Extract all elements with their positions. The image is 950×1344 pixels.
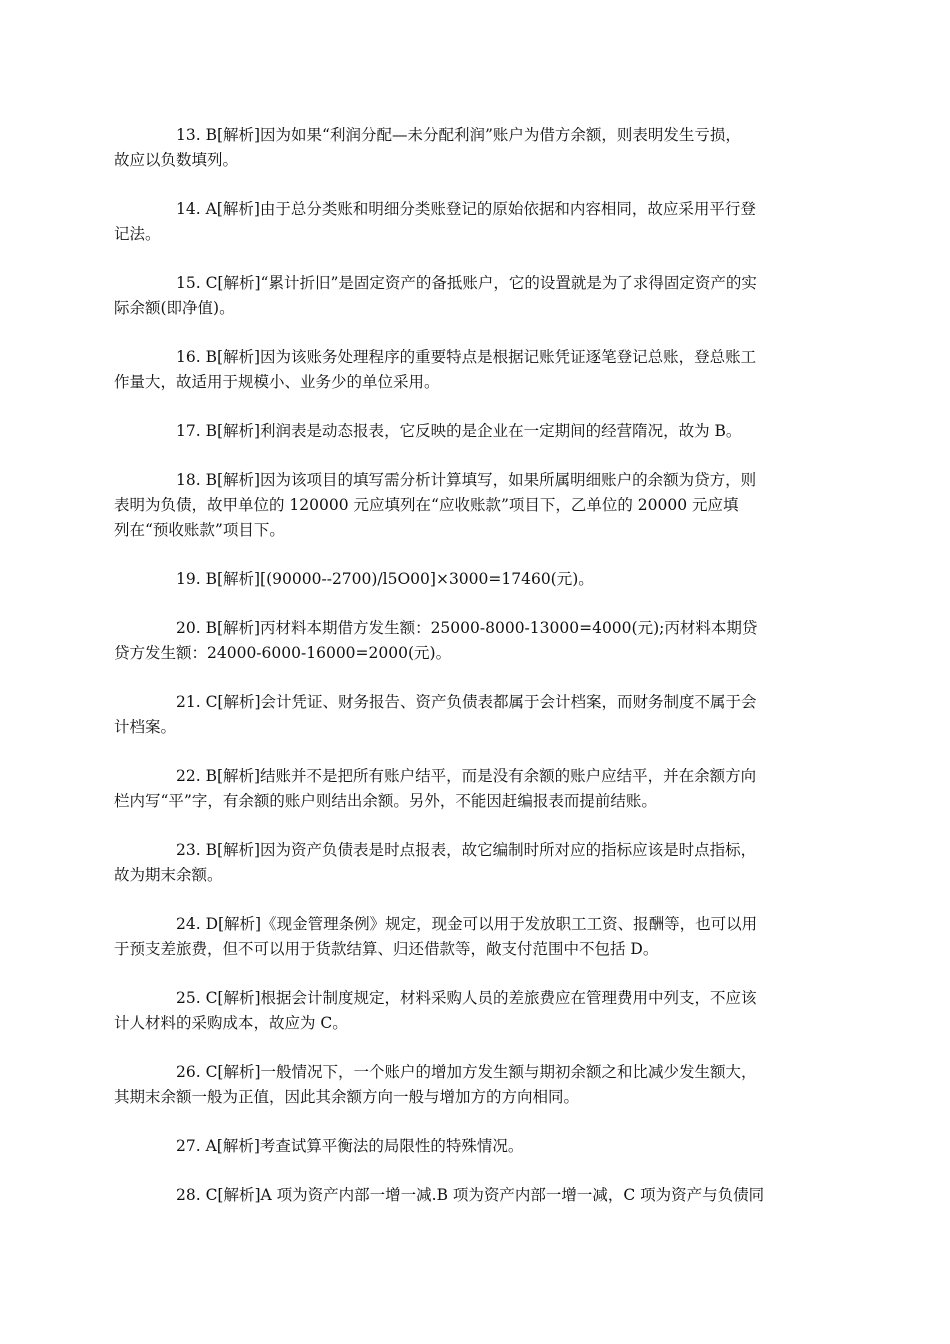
paragraph-line: 21. C[解析]会计凭证、财务报告、资产负债表都属于会计档案，而财务制度不属于会 — [176, 693, 757, 711]
paragraph-line: 16. B[解析]因为该账务处理程序的重要特点是根据记账凭证逐笔登记总账，登总账工 — [176, 348, 757, 366]
paragraph-line: 列在“预收账款”项目下。 — [114, 521, 285, 539]
paragraph-line: 18. B[解析]因为该项目的填写需分析计算填写，如果所属明细账户的余额为贷方，则 — [176, 471, 757, 489]
paragraph-line: 27. A[解析]考查试算平衡法的局限性的特殊情况。 — [176, 1137, 524, 1155]
answer-paragraph — [114, 468, 810, 543]
answer-paragraph — [114, 764, 810, 814]
answer-paragraph — [145, 567, 810, 592]
paragraph-line: 24. D[解析]《现金管理条例》规定，现金可以用于发放职工工资、报酬等，也可以用 — [176, 915, 758, 933]
paragraph-line: 贷方发生额：24000-6000-16000=2000(元)。 — [114, 644, 452, 662]
answer-paragraph — [114, 197, 810, 247]
answer-paragraph — [145, 419, 810, 444]
paragraph-line: 其期末余额一般为正值，因此其余额方向一般与增加方的方向相同。 — [114, 1088, 580, 1106]
answer-paragraph — [114, 271, 810, 321]
answer-paragraph — [114, 986, 810, 1036]
paragraph-line: 于预支差旅费，但不可以用于货款结算、归还借款等，敞支付范围中不包括 D。 — [114, 940, 659, 958]
answer-paragraph — [114, 690, 810, 740]
paragraph-line: 22. B[解析]结账并不是把所有账户结平，而是没有余额的账户应结平，并在余额方向 — [176, 767, 757, 785]
paragraph-line: 14. A[解析]由于总分类账和明细分类账登记的原始依据和内容相同，故应采用平行登 — [176, 200, 756, 218]
paragraph-line: 作量大，故适用于规模小、业务少的单位采用。 — [114, 373, 440, 391]
answer-paragraph — [114, 123, 810, 173]
paragraph-line: 计档案。 — [114, 718, 177, 736]
paragraph-line: 15. C[解析]“累计折旧”是固定资产的备抵账户，它的设置就是为了求得固定资产的实 — [176, 274, 757, 292]
paragraph-line: 记法。 — [114, 225, 161, 243]
paragraph-line: 19. B[解析][(90000--2700)/l5O00]×3000=17460(元)。 — [176, 570, 594, 588]
answer-paragraph — [114, 1060, 810, 1110]
answer-paragraph — [145, 1183, 810, 1208]
paragraph-line: 28. C[解析]A 项为资产内部一增一减.B 项为资产内部一增一减，C 项为资产与负债同 — [176, 1186, 765, 1204]
paragraph-line: 故应以负数填列。 — [114, 151, 239, 169]
paragraph-line: 23. B[解析]因为资产负债表是时点报表，故它编制时所对应的指标应该是时点指标， — [176, 841, 757, 859]
answer-paragraph — [114, 616, 810, 666]
paragraph-line: 20. B[解析]丙材料本期借方发生额：25000-8000-13000=4000(元);丙材料本期贷 — [176, 619, 758, 637]
paragraph-line: 计人材料的采购成本，故应为 C。 — [114, 1014, 348, 1032]
paragraph-line: 际余额(即净值)。 — [114, 299, 235, 317]
answer-paragraph — [114, 912, 810, 962]
paragraph-line: 25. C[解析]根据会计制度规定，材料采购人员的差旅费应在管理费用中列支，不应该 — [176, 989, 757, 1007]
answer-paragraph — [114, 838, 810, 888]
paragraph-line: 表明为负债，故甲单位的 120000 元应填列在“应收账款”项目下，乙单位的 20000 元应填 — [114, 496, 739, 514]
paragraph-line: 26. C[解析]一般情况下，一个账户的增加方发生额与期初余额之和比减少发生额大， — [176, 1063, 757, 1081]
answer-paragraph — [114, 345, 810, 395]
answer-paragraph — [145, 1134, 810, 1159]
paragraph-line: 栏内写“平”字，有余额的账户则结出余额。另外，不能因赶编报表而提前结账。 — [114, 792, 657, 810]
answer-explanations — [114, 123, 810, 1232]
paragraph-line: 故为期末余额。 — [114, 866, 223, 884]
paragraph-line: 13. B[解析]因为如果“利润分配—未分配利润”账户为借方余额，则表明发生亏损， — [176, 126, 741, 144]
paragraph-line: 17. B[解析]利润表是动态报表，它反映的是企业在一定期间的经营隋况，故为 B。 — [176, 422, 742, 440]
